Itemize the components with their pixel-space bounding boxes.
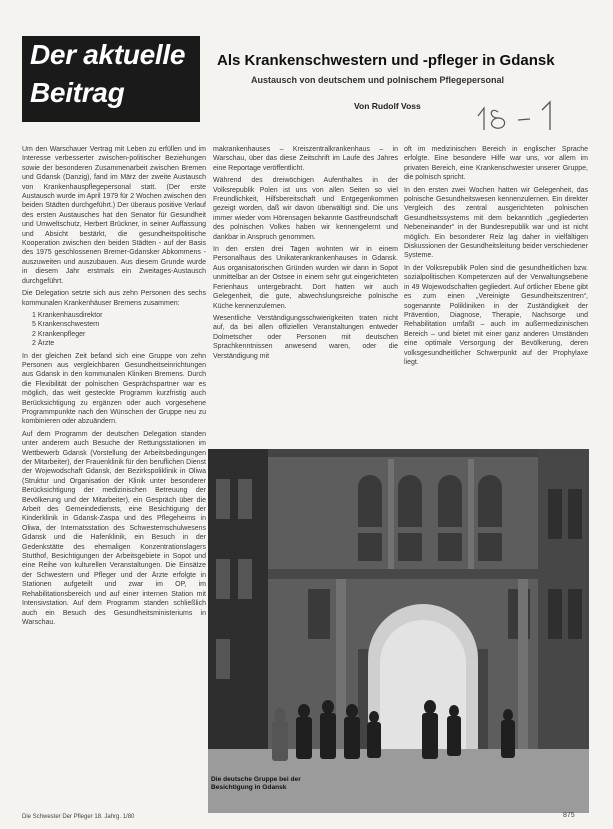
delegation-list [32,311,206,349]
column1-paragraph-4: Auf dem Programm der deutschen Delegation standen unter anderem auch Besuche der Rettungsstationen im Wettbewerb Gdansk (Vorstellung der Arbeitsbedingungen der Mitarbeiter), der Frauenklinik für den beruflichen Dienst der Wojewodschaft Gdansk, der Bezirkspoliklinik in Oliwa (Struktur und Organisation der Klinik unter besonderer Berücksichtigung der medizinischen Betreuung der Bevölkerung und der Mitarbeiter), ein Gespräch über die Arbeit des Gemeindediensts, eine Besichtigung der Kinderklinik in Gdansk-Zaspa und des Pflegeheims in Oliwa, der Internatsstation des Schwesternschulwesens Gdansk und die Hafenklinik, ein Besuch in der Gedenkstätte des ehemaligen Konzentrationslagers Stutthof, Besichtigungen der Arbeitsgebiete in Sopot und eine Reihe von kulturellen Veranstaltungen. Die Einsätze der Schwestern und Pfleger und der Ärzte erfolgte in Stationen aufgeteilt und zwar im OP, im Rehabilitationsbereich und auf einer internen Station mit Intensivstation. Auf dem Programm standen schließlich auch ein Besuch des Gesundheitsministeriums in Warschau. [22,430,206,626]
street-gate-photo [208,449,589,813]
delegation-list-item: 5 Krankenschwestern [32,321,100,329]
photo-caption: Die deutsche Gruppe bei der Besichtigung in Gdansk [211,776,301,791]
photo-illustration [208,449,589,813]
page-number: 875 [563,812,575,819]
column2-paragraph-2: Während des dreiwöchigen Aufenthaltes in der Volksrepublik Polen ist uns von allen Seiten so viel Freundlichkeit, Hilfsbereitschaft und Entgegenkommen gezeigt worden, daß wir davon überwältigt sind. Die uns immer wieder vom Hörensagen bekannte Gastfreundschaft des polnischen Volkes haben wir kennengelernt und dankbar in Anspruch genommen. [213,177,398,241]
delegation-list-item: 2 Ärzte [32,340,55,348]
column2-paragraph-4: Wesentliche Verständigungsschwierigkeiten traten nicht auf, da bei allen offiziellen Veranstaltungen entweder Dolmetscher oder Personen mit deutschen Sprachkenntnissen anwesend waren, oder die Verständigung mit [213,314,398,360]
column1-paragraph-1: Um den Warschauer Vertrag mit Leben zu erfüllen und im Interesse verbesserter zwischen-politischer Beziehungen sowie der besonderen Zusammenarbeit zwischen Bremen und Gdansk (Danzig), fand im März der zweite Austausch von Krankenhauspflegepersonal statt. (Der erste Austausch wurde im April 1979 für 2 Wochen zwischen den beiden Städten durchgeführt.) Der überaus positive Verlauf des ersten Austausches hat den Senator für Gesundheit und Umweltschutz, Herbert Brückner, in seiner Auffassung und Absicht bestärkt, die gesundheitspolitische Kooperation zwischen den beiden Städten - auf der Basis des 1975 geschlossenen Bremer-Gdansker Abkommens - auszuweiten und auszubauen. Aus diesem Grunde wurde in diesem Jahr erstmals ein Zweitages-Austausch durchgeführt. [22,146,206,285]
author-byline: Von Rudolf Voss [354,101,421,111]
article-column-2 [213,145,398,435]
kicker-line-2: Beitrag [30,77,125,108]
delegation-list-item: 1 Krankenhausdirektor [32,311,103,319]
article-subtitle: Austausch von deutschem und polnischem Pflegepersonal [251,75,505,85]
column1-paragraph-2: Die Delegation setzte sich aus zehn Personen des sechs kommunalen Krankenhäuser Bremens zusammen: [22,290,206,307]
kicker-line-1: Der aktuelle [30,39,186,70]
handwritten-note [472,96,562,136]
article-title: Als Krankenschwestern und -pfleger in Gdansk [217,52,555,69]
column2-paragraph-3: In den ersten drei Tagen wohnten wir in einem Personalhaus des Unikaterankrankenhauses in Gdansk. Aus organisatorischen Gründen wurden wir dann in Sopot unmittelbar an der Ostsee in einem sehr gut eingerichteten Ferienhaus untergebracht. Dort hatten wir auch Gelegenheit, die gute, abwechslungsreiche polnische Küche kennenzulernen. [213,246,398,310]
delegation-list-item: 2 Krankenpfleger [32,330,86,338]
article-column-1 [22,145,206,816]
column2-paragraph-1: makrankenhauses – Kreiszentralkrankenhaus – in Warschau, über das diese Zeitschrift im Laufe des Jahres eine Reportage veröffentlicht. [213,146,398,172]
section-kicker [22,36,200,122]
column3-paragraph-1: oft im medizinischen Bereich in englischer Sprache erfolgte. Eine besondere Hilfe war uns, vor allem im privaten Bereich, eine Krankenschwester unserer Gruppe, die polnisch spricht. [404,146,588,182]
footer-journal-info: Die Schwester Der Pfleger 18. Jahrg. 1/80 [22,814,135,820]
column1-paragraph-3: In der gleichen Zeit befand sich eine Gruppe von zehn Personen aus vergleichbaren Gesundheitseinrichtungen aus Gdansk in den kommunalen Kliniken Bremens. Durch die Flexibilität der polnischen Gesprächspartner war es möglich, das weit gesteckte Programm kurzfristig auch Berücksichtigung zu ergänzen oder auch vorgesehene Programmpunkte nach den Wünschen der Gruppe neu zu kombinieren oder abzuändern. [22,352,206,426]
column3-paragraph-3: In der Volksrepublik Polen sind die gesundheitlichen bzw. sozialpolitischen Kompetenzen auf der Verwaltungsebene in 49 Wojewodschaften gegliedert. Auf örtlicher Ebene gibt es zum einen „Vereinigte Gesundheitszentren“, sogenannte Polikliniken in der Zuständigkeit der Prävention, Diagnose, Therapie, Nachsorge und Rehabilitation umfaßt – auch im außermedizinischen Bereich – und bietet mit einer ganz anderen Umständen eine optimale Versorgung der Bevölkerung, deren volksgesundheitlicher Schwerpunkt auf der Prophylaxe liegt. [404,264,588,366]
column3-paragraph-2: In den ersten zwei Wochen hatten wir Gelegenheit, das polnische Gesundheitswesen kennenzulernen. Ein direkter Vergleich des zentral ausgerichteten polnischen Gesundheitssystems mit dem bekanntlich „gegliederten Nebeneinander“ in der Bundesrepublik war und ist nicht möglich. Ein besonderer Reiz lag daher in vielfältigen Diskussionen der Gesundheitsleitung beider verschiedener Systeme. [404,186,588,260]
article-column-3 [404,145,588,435]
